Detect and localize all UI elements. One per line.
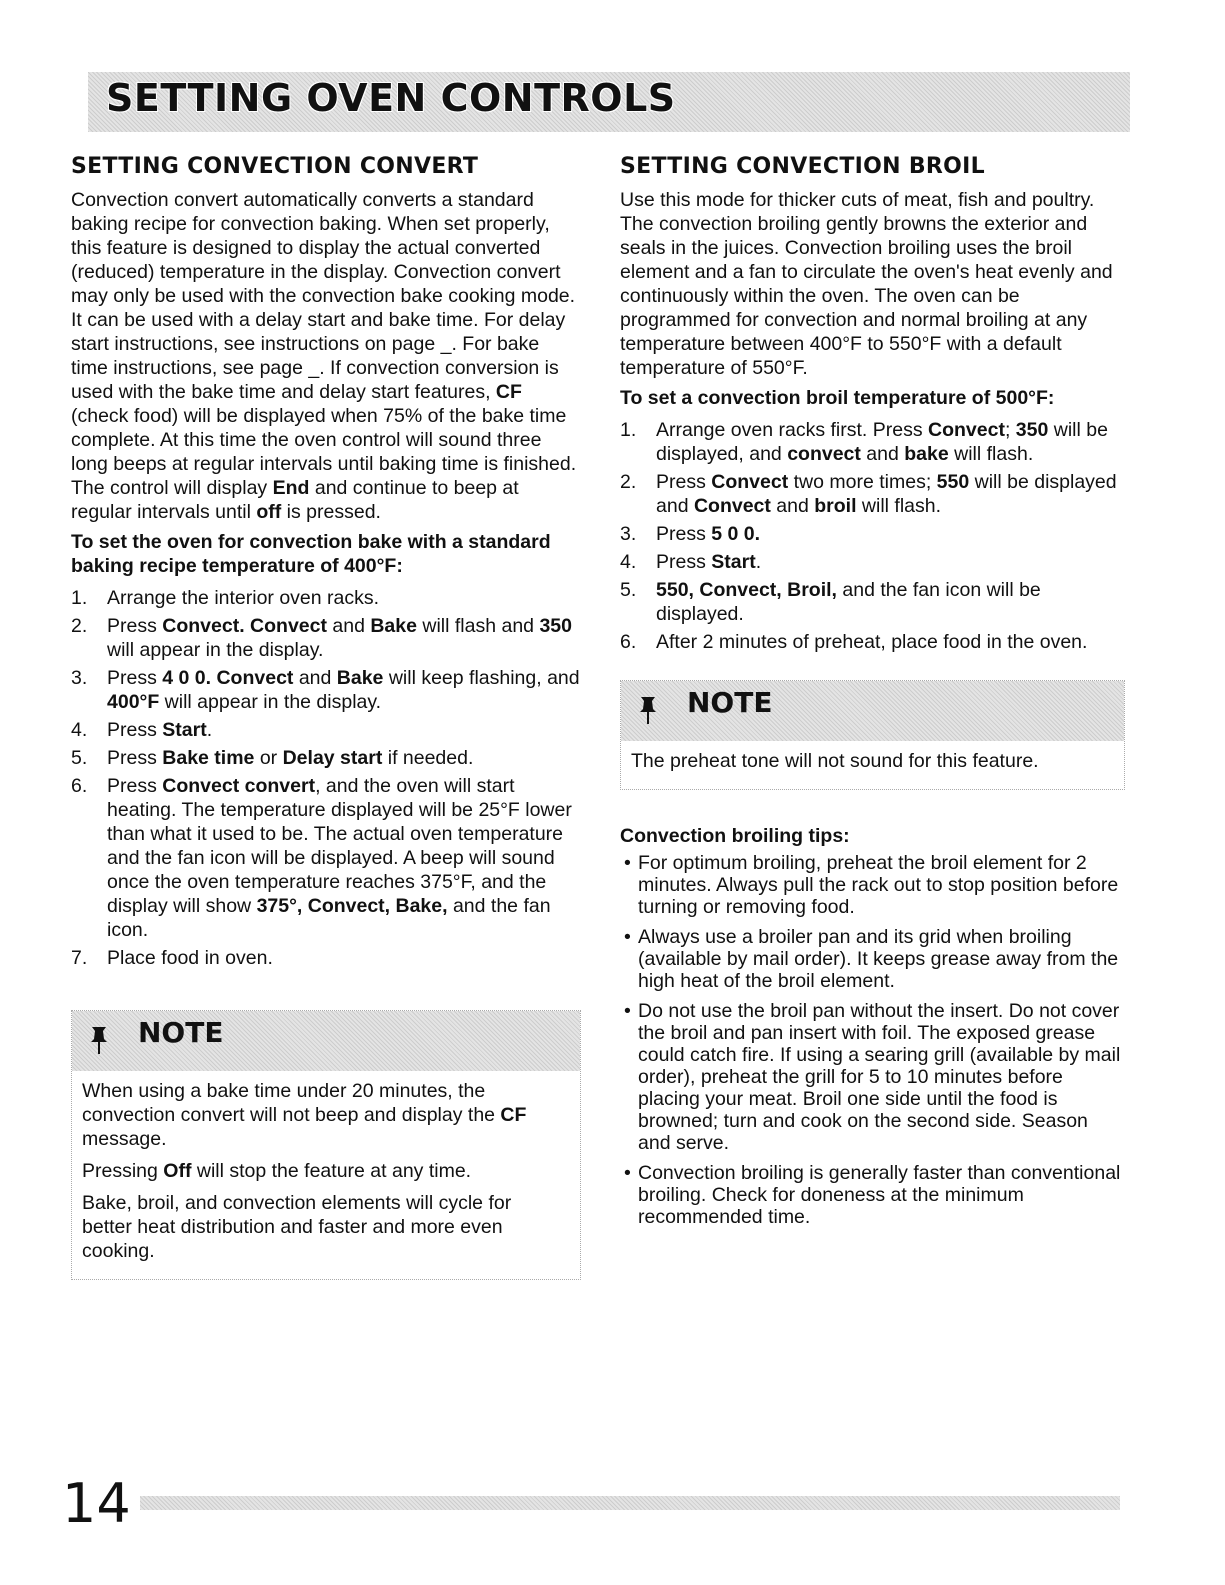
convection-broil-steps — [620, 418, 1125, 654]
step-number: 7. — [71, 947, 88, 969]
section-heading-convection-convert: SETTING CONVECTION CONVERT — [71, 154, 479, 179]
step-key: Convect — [928, 419, 1005, 441]
step-key: Delay start — [282, 747, 383, 769]
note-text-part: Bake, broil, and convection elements will cycle for better heat distribution and faster and more even cooking. — [82, 1192, 512, 1262]
step-text-part: . — [755, 551, 762, 573]
pushpin-icon — [637, 695, 659, 725]
step-key: Convect — [693, 495, 771, 517]
step-text-part: will be displayed and — [656, 471, 1117, 517]
step-key: Bake time — [162, 747, 255, 769]
note-paragraph — [82, 1159, 566, 1183]
bullet-icon: • — [624, 852, 631, 874]
bullet-icon: • — [624, 1000, 631, 1022]
step-number: 1. — [71, 587, 88, 609]
step-key: convect — [787, 443, 861, 465]
step-text-part: and the fan icon will be displayed. — [656, 579, 1041, 625]
step-item — [620, 418, 1125, 466]
step-text-part: , and the oven will start heating. The temperature displayed will be 25°F lower than what it used to be. The actual oven temperature and the fan icon will be displayed. A beep will sound once the oven temperature reaches 375°F, and the display will show — [107, 775, 572, 917]
step-key: 350 — [539, 615, 572, 637]
step-text-part: . — [206, 719, 213, 741]
step-text-part: Press — [107, 719, 163, 741]
tip-item — [620, 1000, 1125, 1154]
step-item — [71, 614, 581, 662]
intro-text: Convection convert automatically converts a standard baking recipe for convection baking. When set properly, this feature is designed to display the actual converted (reduced) temperature in the display. Convection convert may only be used with the convection bake cooking mode. It can be used with a delay start and bake time. For delay start instructions, see instructions on page _. For bake time instructions, see page _. If convection conversion is used with the bake time and delay start features, — [71, 189, 576, 403]
note-text-part: When using a bake time under 20 minutes, the convection convert will not beep and display the — [82, 1080, 501, 1126]
step-text — [656, 551, 761, 573]
left-column — [71, 152, 581, 1280]
convection-convert-intro — [71, 188, 581, 524]
note-text: The preheat tone will not sound for this feature. — [631, 750, 1039, 772]
tip-item — [620, 1162, 1125, 1228]
step-key: bake — [904, 443, 949, 465]
page-number: 14 — [62, 1472, 131, 1535]
step-text — [107, 719, 212, 741]
step-text-part: Press — [656, 523, 712, 545]
step-item — [71, 774, 581, 942]
step-text-part: two more times; — [788, 471, 937, 493]
step-text-part: or — [254, 747, 283, 769]
step-text-part: and — [770, 495, 815, 517]
step-key: Convect — [711, 471, 789, 493]
step-key: Convect convert — [162, 775, 316, 797]
step-text-part: Press — [107, 615, 163, 637]
step-text-part: and — [326, 615, 371, 637]
intro-bold-off: off — [256, 501, 282, 523]
step-text-part: and the fan icon. — [107, 895, 551, 941]
tip-item — [620, 926, 1125, 992]
convection-convert-subheading: To set the oven for convection bake with a standard baking recipe temperature of 400°F: — [71, 531, 551, 577]
tip-text: Convection broiling is generally faster than conventional broiling. Check for doneness at the minimum recommended time. — [638, 1162, 1121, 1228]
note-key: Off — [163, 1160, 192, 1182]
banner-title: SETTING OVEN CONTROLS — [106, 76, 676, 120]
intro-bold-end: End — [272, 477, 310, 499]
step-item — [71, 718, 581, 742]
footer-bar — [140, 1496, 1120, 1510]
step-key: 4 0 0. Convect — [162, 667, 294, 689]
step-text-part: and — [293, 667, 337, 689]
note-label: NOTE — [687, 686, 773, 719]
tip-text: Always use a broiler pan and its grid when broiling (available by mail order). It keeps grease away from the high heat of the broil element. — [638, 926, 1119, 992]
step-key: Bake — [370, 615, 417, 637]
step-key: 550, Convect, Broil, — [656, 579, 837, 601]
step-item — [620, 578, 1125, 626]
step-number: 2. — [620, 471, 637, 493]
step-text-part: Press — [107, 775, 163, 797]
step-text-part: will appear in the display. — [159, 691, 382, 713]
step-item — [620, 522, 1125, 546]
step-item — [620, 550, 1125, 574]
step-text-part: Press — [656, 471, 712, 493]
note-header — [72, 1011, 580, 1071]
tip-text: For optimum broiling, preheat the broil element for 2 minutes. Always pull the rack out to stop position before turning or removing food. — [638, 852, 1119, 918]
note-text-part: message. — [82, 1128, 167, 1150]
step-text — [656, 419, 1108, 465]
step-text-part: if needed. — [382, 747, 474, 769]
step-item — [620, 470, 1125, 518]
step-key: 375°, Convect, Bake, — [256, 895, 448, 917]
step-key: Convect. Convect — [162, 615, 327, 637]
step-item — [620, 630, 1125, 654]
step-text-part: will appear in the display. — [107, 639, 324, 661]
step-text-part: Arrange the interior oven racks. — [107, 587, 380, 609]
step-key: Start — [711, 551, 756, 573]
note-text-part: Pressing — [82, 1160, 164, 1182]
step-item — [71, 946, 581, 970]
intro-bold-cf: CF — [495, 381, 522, 403]
step-text — [656, 631, 1087, 653]
convection-broil-intro: Use this mode for thicker cuts of meat, fish and poultry. The convection broiling gently browns the exterior and seals in the juices. Convection broiling uses the broil element and a fan to circulate the oven's heat evenly and continuously within the oven. The oven can be programmed for convection and normal broiling at any temperature between 400°F to 550°F with a default temperature of 550°F. — [620, 189, 1113, 379]
step-number: 6. — [620, 631, 637, 653]
note-body — [72, 1071, 580, 1279]
step-number: 5. — [71, 747, 88, 769]
note-body — [621, 741, 1124, 789]
tip-text: Do not use the broil pan without the insert. Do not cover the broil and pan insert with foil. The exposed grease could catch fire. If using a searing grill (available by mail order), preheat the grill for 5 to 10 minutes before placing your meat. Broil one side until the food is browned; turn and cook on the second side. Season and serve. — [638, 1000, 1121, 1154]
convection-convert-steps — [71, 586, 581, 970]
step-text — [656, 471, 1117, 517]
intro-text: is pressed. — [281, 501, 381, 523]
step-text-part: will keep flashing, and — [383, 667, 580, 689]
step-item — [71, 746, 581, 770]
step-text — [107, 747, 473, 769]
page-banner — [88, 72, 1130, 132]
tips-heading: Convection broiling tips: — [620, 825, 850, 847]
bullet-icon: • — [624, 926, 631, 948]
step-text-part: ; — [1004, 419, 1016, 441]
step-number: 1. — [620, 419, 637, 441]
step-number: 4. — [620, 551, 637, 573]
intro-text: (check food) will be displayed when 75% of the bake time complete. At this time the oven control will sound three long beeps at regular intervals until baking time is finished. The control will display — [71, 405, 577, 499]
step-text-part: Press — [107, 667, 163, 689]
note-box-broil — [620, 680, 1125, 790]
pushpin-icon — [88, 1025, 110, 1055]
step-text-part: Arrange oven racks first. Press — [656, 419, 929, 441]
intro-text: and continue to beep at regular intervals until — [71, 477, 519, 523]
step-text — [107, 667, 580, 713]
step-item — [71, 586, 581, 610]
right-column — [620, 152, 1125, 1236]
step-key: 550 — [936, 471, 970, 493]
step-text — [107, 947, 273, 969]
step-number: 3. — [71, 667, 88, 689]
step-key: 400°F — [107, 691, 160, 713]
note-box-convert — [71, 1010, 581, 1280]
note-label: NOTE — [138, 1016, 224, 1049]
step-key: 5 0 0. — [711, 523, 761, 545]
step-text-part: Press — [656, 551, 712, 573]
step-text-part: will flash. — [856, 495, 942, 517]
step-item — [71, 666, 581, 714]
convection-broil-subheading: To set a convection broil temperature of 500°F: — [620, 387, 1055, 409]
step-key: Bake — [336, 667, 384, 689]
step-number: 5. — [620, 579, 637, 601]
step-text — [656, 579, 1041, 625]
step-text — [107, 615, 572, 661]
step-text — [107, 775, 572, 941]
step-key: 350 — [1015, 419, 1049, 441]
convection-broil-tips — [620, 852, 1125, 1228]
section-heading-convection-broil: SETTING CONVECTION BROIL — [620, 154, 985, 179]
step-number: 3. — [620, 523, 637, 545]
step-text-part: Place food in oven. — [107, 947, 273, 969]
bullet-icon: • — [624, 1162, 631, 1184]
step-text — [656, 523, 760, 545]
step-text-part: will flash. — [948, 443, 1034, 465]
step-text — [107, 587, 379, 609]
step-number: 2. — [71, 615, 88, 637]
step-text-part: and — [860, 443, 905, 465]
step-number: 6. — [71, 775, 88, 797]
note-header — [621, 681, 1124, 741]
step-text-part: After 2 minutes of preheat, place food in the oven. — [656, 631, 1088, 653]
note-paragraph — [82, 1191, 566, 1263]
tip-item — [620, 852, 1125, 918]
step-text-part: Press — [107, 747, 163, 769]
note-text-part: will stop the feature at any time. — [191, 1160, 472, 1182]
step-text-part: will be displayed, and — [656, 419, 1108, 465]
note-paragraph — [82, 1079, 566, 1151]
step-text-part: will flash and — [416, 615, 540, 637]
step-key: Start — [162, 719, 207, 741]
step-key: broil — [814, 495, 857, 517]
step-number: 4. — [71, 719, 88, 741]
note-key: CF — [500, 1104, 527, 1126]
